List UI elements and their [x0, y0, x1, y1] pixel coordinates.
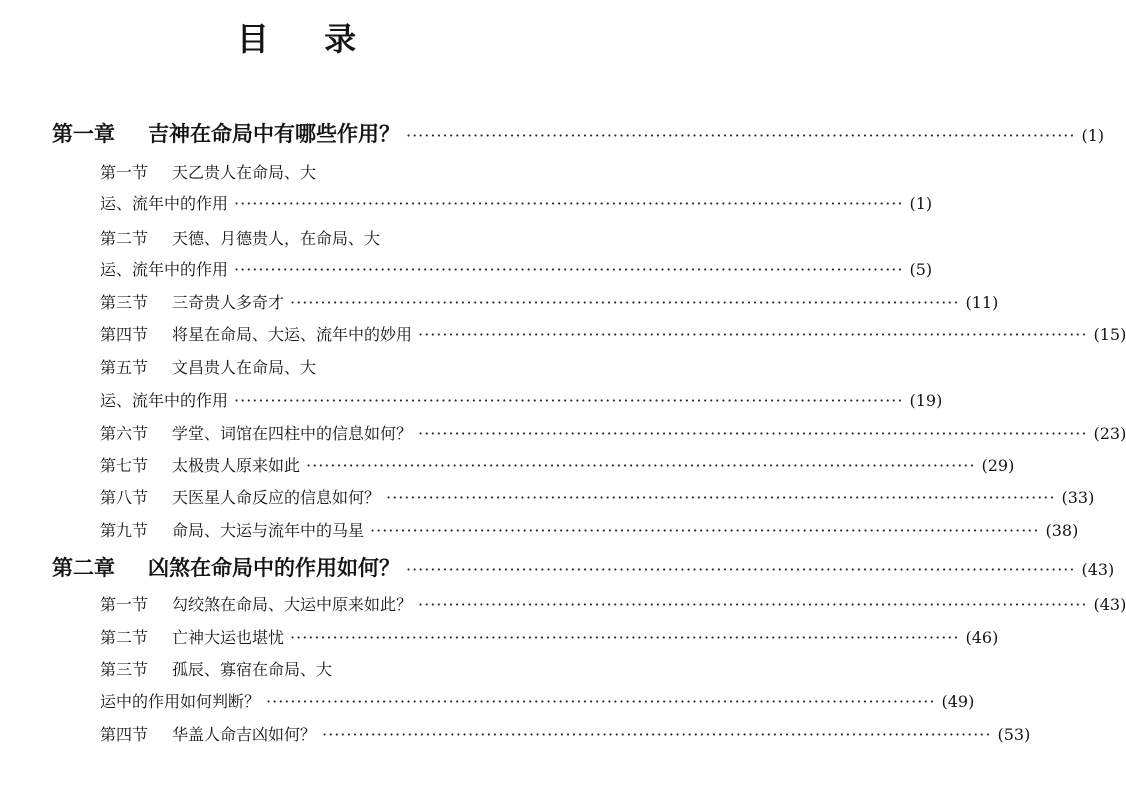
- page-number: (49): [941, 692, 975, 711]
- toc-chapter-1[interactable]: [52, 118, 1105, 148]
- toc-section-2-3[interactable]: [100, 657, 566, 680]
- section-title: 天德、月德贵人，在命局、大: [172, 229, 381, 248]
- section-label: 第一节: [100, 163, 149, 182]
- toc-section-2-3-cont[interactable]: [100, 689, 975, 712]
- section-label: 第三节: [100, 293, 149, 312]
- toc-section-1-1[interactable]: [100, 160, 566, 183]
- page-number: (33): [1061, 488, 1095, 507]
- section-label: 第八节: [100, 488, 149, 507]
- toc-section-1-5[interactable]: [100, 355, 566, 378]
- page-number: (11): [965, 293, 999, 312]
- leader-dots: ··············································································································: [322, 725, 992, 744]
- toc-section-1-5-cont[interactable]: [100, 388, 943, 411]
- toc-section-1-9[interactable]: [100, 518, 1079, 541]
- leader-dots: ··············································································································: [266, 692, 936, 711]
- leader-dots: ··············································································································: [290, 293, 960, 312]
- chapter-title: 凶煞在命局中的作用如何？: [148, 555, 400, 580]
- leader-dots: ··············································································································: [386, 488, 1056, 507]
- page-number: (15): [1093, 325, 1126, 344]
- leader-dots: ··············································································································: [418, 424, 1088, 443]
- section-label: 第五节: [100, 358, 149, 377]
- page-title: 目 录: [236, 20, 379, 58]
- leader-dots: ··············································································································: [234, 194, 904, 213]
- section-label: 第六节: [100, 424, 149, 443]
- section-title: 天医星人命反应的信息如何？: [172, 488, 381, 507]
- leader-dots: ··············································································································: [306, 456, 976, 475]
- toc-section-1-3[interactable]: [100, 290, 999, 313]
- section-title-cont: 运、流年中的作用: [100, 194, 229, 213]
- section-title: 文昌贵人在命局、大: [172, 358, 317, 377]
- leader-dots: ··············································································································: [418, 595, 1088, 614]
- section-title: 亡神大运也堪忧: [172, 628, 285, 647]
- leader-dots: ··············································································································: [234, 260, 904, 279]
- section-title: 命局、大运与流年中的马星: [172, 521, 365, 540]
- page-number: (19): [909, 391, 943, 410]
- page-number: (46): [965, 628, 999, 647]
- chapter-label: 第二章: [52, 555, 115, 580]
- section-title-cont: 运、流年中的作用: [100, 391, 229, 410]
- page-number: (43): [1093, 595, 1126, 614]
- section-title: 孤辰、寡宿在命局、大: [172, 660, 333, 679]
- toc-section-1-6[interactable]: [100, 421, 1126, 444]
- toc-section-1-1-cont[interactable]: [100, 191, 933, 214]
- section-label: 第一节: [100, 595, 149, 614]
- toc-section-2-2[interactable]: [100, 625, 999, 648]
- section-label: 第三节: [100, 660, 149, 679]
- section-title: 三奇贵人多奇才: [172, 293, 285, 312]
- section-title: 华盖人命吉凶如何？: [172, 725, 317, 744]
- toc-section-1-4[interactable]: [100, 322, 1126, 345]
- toc-section-2-1[interactable]: [100, 592, 1126, 615]
- page-number: (1): [909, 194, 933, 213]
- toc-section-1-2-cont[interactable]: [100, 257, 933, 280]
- section-title: 太极贵人原来如此: [172, 456, 301, 475]
- toc-section-2-4[interactable]: [100, 722, 1031, 745]
- page-number: (29): [981, 456, 1015, 475]
- toc-section-1-8[interactable]: [100, 485, 1095, 508]
- page-number: (5): [909, 260, 933, 279]
- leader-dots: ··············································································································: [406, 560, 1076, 579]
- toc-section-1-2[interactable]: [100, 226, 566, 249]
- section-title: 天乙贵人在命局、大: [172, 163, 317, 182]
- leader-dots: ··············································································································: [370, 521, 1040, 540]
- leader-dots: ··············································································································: [234, 391, 904, 410]
- section-label: 第七节: [100, 456, 149, 475]
- chapter-title: 吉神在命局中有哪些作用？: [148, 121, 400, 146]
- section-title: 学堂、词馆在四柱中的信息如何？: [172, 424, 413, 443]
- section-title: 将星在命局、大运、流年中的妙用: [172, 325, 413, 344]
- section-title-cont: 运、流年中的作用: [100, 260, 229, 279]
- section-label: 第四节: [100, 725, 149, 744]
- toc-section-1-7[interactable]: [100, 453, 1015, 476]
- page-number: (23): [1093, 424, 1126, 443]
- section-label: 第二节: [100, 628, 149, 647]
- page-number: (1): [1081, 126, 1105, 145]
- page-number: (53): [997, 725, 1031, 744]
- section-title-cont: 运中的作用如何判断？: [100, 692, 261, 711]
- section-label: 第九节: [100, 521, 149, 540]
- chapter-label: 第一章: [52, 121, 115, 146]
- leader-dots: ··············································································································: [406, 126, 1076, 145]
- leader-dots: ··············································································································: [290, 628, 960, 647]
- page-number: (43): [1081, 560, 1115, 579]
- toc-chapter-2[interactable]: [52, 552, 1115, 582]
- section-label: 第二节: [100, 229, 149, 248]
- section-title: 勾绞煞在命局、大运中原来如此？: [172, 595, 413, 614]
- section-label: 第四节: [100, 325, 149, 344]
- leader-dots: ··············································································································: [418, 325, 1088, 344]
- page-number: (38): [1045, 521, 1079, 540]
